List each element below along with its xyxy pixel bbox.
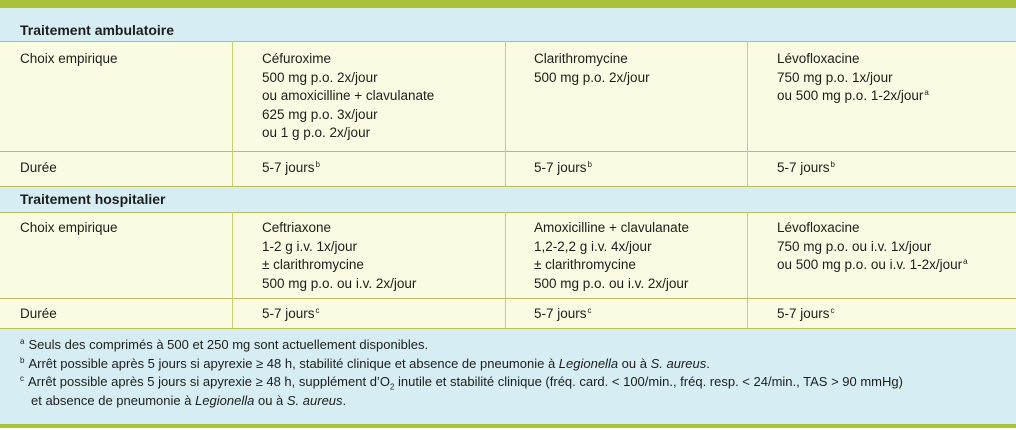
cell-line: ± clarithromycine: [262, 257, 364, 273]
footnote-ref: b: [587, 159, 592, 169]
cell-text: 5-7 jours: [777, 306, 830, 321]
section-header-ambulatoire: [0, 8, 1016, 41]
cell-line: ou amoxicilline + clavulanate: [262, 88, 435, 104]
table-cell: [262, 219, 416, 293]
cell-line: 500 mg p.o. 2x/jour: [262, 69, 378, 85]
divider: [0, 41, 1016, 42]
cell-line: 625 mg p.o. 3x/jour: [262, 106, 378, 122]
footnote-text: ou à: [254, 393, 287, 408]
section-title: Traitement hospitalier: [20, 191, 166, 207]
section-header-hospitalier: [0, 186, 1016, 212]
footnote-ref: c: [830, 305, 835, 315]
section-title: Traitement ambulatoire: [20, 22, 175, 38]
column-divider: [505, 41, 506, 186]
footnote-text: .: [342, 393, 347, 408]
divider: [0, 151, 1016, 152]
column-divider: [232, 41, 233, 186]
cell-line: [777, 87, 929, 106]
footnote-c-continued: [20, 392, 346, 410]
footnote-italic: S. aureus: [650, 356, 707, 371]
divider: [0, 328, 1016, 329]
footnote-italic: Legionella: [195, 393, 255, 408]
cell-line: 750 mg p.o. ou i.v. 1x/jour: [777, 238, 932, 254]
row-label: Durée: [20, 160, 57, 175]
cell-line: Lévofloxacine: [777, 220, 860, 235]
cell-text: ou 500 mg p.o. 1-2x/jour: [777, 88, 924, 104]
footnote-text: Arrêt possible après 5 jours si apyrexie ≥ 48 h, stabilité clinique et absence de pneumonie à: [28, 356, 559, 371]
table-cell: [777, 159, 835, 178]
footnote-ref: b: [315, 159, 320, 169]
footnote-text: Arrêt possible après 5 jours si apyrexie ≥ 48 h, supplément d’O: [28, 374, 390, 389]
footnote-text: .: [706, 356, 710, 371]
cell-line: ou 1 g p.o. 2x/jour: [262, 125, 371, 141]
cell-line: Clarithromycine: [534, 51, 628, 66]
table-cell: [777, 219, 968, 275]
subscript: 2: [389, 382, 395, 392]
footnote-ref: c: [315, 305, 320, 315]
row-label: Durée: [20, 306, 57, 321]
table-cell: [534, 159, 592, 178]
table-cell: [262, 50, 434, 143]
cell-line: Lévofloxacine: [777, 51, 860, 66]
divider: [0, 212, 1016, 213]
divider: [0, 186, 1016, 187]
cell-text: 5-7 jours: [534, 306, 587, 321]
table-cell: [777, 50, 929, 106]
table-cell: [262, 305, 320, 324]
column-divider: [232, 212, 233, 328]
footnote-text: et absence de pneumonie à: [31, 393, 196, 408]
cell-text: 5-7 jours: [777, 160, 830, 175]
cell-line: 1-2 g i.v. 1x/jour: [262, 238, 358, 254]
cell-text: 5-7 jours: [534, 160, 587, 175]
footnote-mark: c: [20, 373, 24, 383]
footnotes: [0, 328, 1016, 424]
footnote-a: [20, 336, 428, 354]
cell-line: 1,2-2,2 g i.v. 4x/jour: [534, 238, 652, 254]
cell-line: Céfuroxime: [262, 51, 332, 66]
cell-text: 5-7 jours: [262, 306, 315, 321]
table-cell: [777, 305, 835, 324]
table-cell: [534, 305, 592, 324]
cell-text: 5-7 jours: [262, 160, 315, 175]
cell-line: 750 mg p.o. 1x/jour: [777, 69, 893, 85]
footnote-ref: a: [924, 87, 929, 97]
table-cell: [262, 159, 320, 178]
footnote-italic: S. aureus: [286, 393, 343, 408]
footnote-text: inutile et stabilité clinique (fréq. card. < 100/min., fréq. resp. < 24/min., TAS > 90 mmHg): [394, 374, 903, 389]
column-divider: [505, 212, 506, 328]
footnote-mark: b: [20, 355, 25, 365]
bottom-rule: [0, 424, 1016, 428]
cell-line: Amoxicilline + clavulanate: [534, 220, 689, 235]
footnote-b: [20, 355, 710, 373]
footnote-mark: a: [20, 336, 25, 346]
footnote-text: ou à: [618, 356, 651, 371]
row-label: Choix empirique: [20, 220, 118, 235]
top-rule: [0, 0, 1016, 8]
footnote-ref: a: [963, 256, 968, 266]
footnote-ref: c: [587, 305, 592, 315]
footnote-text: Seuls des comprimés à 500 et 250 mg sont actuellement disponibles.: [28, 337, 429, 352]
table-cell: [534, 219, 689, 293]
divider: [0, 298, 1016, 299]
cell-line: 500 mg p.o. ou i.v. 2x/jour: [262, 275, 417, 291]
column-divider: [747, 212, 748, 328]
column-divider: [747, 41, 748, 186]
cell-line: Ceftriaxone: [262, 220, 332, 235]
row-label: Choix empirique: [20, 51, 118, 66]
cell-line: [777, 256, 968, 275]
cell-line: ± clarithromycine: [534, 257, 636, 273]
cell-line: 500 mg p.o. 2x/jour: [534, 69, 650, 85]
footnote-ref: b: [830, 159, 835, 169]
footnote-italic: Legionella: [558, 356, 619, 371]
table-cell: [534, 50, 650, 87]
cell-text: ou 500 mg p.o. ou i.v. 1-2x/jour: [777, 257, 963, 273]
cell-line: 500 mg p.o. ou i.v. 2x/jour: [534, 275, 689, 291]
